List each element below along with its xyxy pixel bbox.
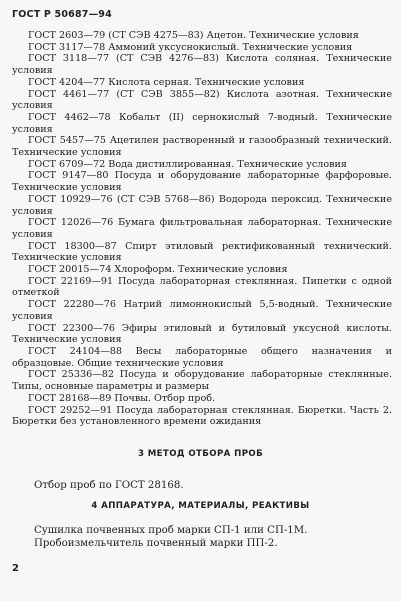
reference-item: ГОСТ 22280—76 Натрий лимоннокислый 5,5-водный. Технические условия (12, 299, 392, 322)
section-4-body (34, 524, 392, 550)
reference-item: ГОСТ 10929—76 (СТ СЭВ 5768—86) Водорода пероксид. Технические условия (12, 193, 392, 217)
reference-item: ГОСТ 4461—77 (СТ СЭВ 3855—82) Кислота азотная. Технические условия (12, 88, 392, 112)
reference-item: ГОСТ 22169—91 Посуда лабораторная стеклянная. Пипетки с одной отметкой (12, 275, 392, 299)
reference-item: ГОСТ 6709—72 Вода дистиллированная. Технические условия (28, 158, 347, 170)
reference-item: ГОСТ 22300—76 Эфиры этиловый и бутиловый уксусной кислоты. Технические условия (12, 322, 392, 346)
reference-item: ГОСТ 3117—78 Аммоний уксуснокислый. Технические условия (28, 41, 353, 53)
section-3-title: 3 МЕТОД ОТБОРА ПРОБ (137, 449, 264, 459)
reference-item: ГОСТ 25336—82 Посуда и оборудование лабораторные стеклянные. Типы, основные параметры и размеры (12, 369, 392, 393)
reference-item: ГОСТ 2603—79 (СТ СЭВ 4275—83) Ацетон. Технические условия (28, 30, 359, 41)
reference-item: ГОСТ 29252—91 Посуда лабораторная стеклянная. Бюретки. Часть 2. Бюретки без установленного времени ожидания (12, 404, 392, 428)
document-header: ГОСТ Р 50687—94 (12, 9, 112, 20)
reference-item: ГОСТ 20015—74 Хлороформ. Технические условия (28, 264, 288, 276)
section-3-text: Отбор проб по ГОСТ 28168. (34, 480, 184, 491)
reference-item: ГОСТ 9147—80 Посуда и оборудование лабораторные фарфоровые. Технические условия (12, 170, 392, 194)
section-4-title: 4 АППАРАТУРА, МАТЕРИАЛЫ, РЕАКТИВЫ (91, 501, 310, 511)
reference-item: ГОСТ 3118—77 (СТ СЭВ 4276—83) Кислота соляная. Технические условия (12, 53, 392, 77)
page-number: 2 (12, 563, 19, 574)
reference-item: ГОСТ 28168—89 Почвы. Отбор проб. (28, 392, 216, 404)
reference-item: ГОСТ 4204—77 Кислота серная. Технические условия (28, 76, 305, 88)
normative-references-list (12, 30, 392, 428)
section-4-line: Пробоизмельчитель почвенный марки ПП-2. (34, 538, 278, 549)
reference-item: ГОСТ 4462—78 Кобальт (II) сернокислый 7-водный. Технические условия (12, 111, 392, 135)
reference-item: ГОСТ 18300—87 Спирт этиловый ректификованный технический. Технические условия (12, 240, 392, 264)
reference-item: ГОСТ 5457—75 Ацетилен растворенный и газообразный технический. Технические условия (12, 135, 392, 159)
section-4-line: Сушилка почвенных проб марки СП-1 или СП-1М. (34, 525, 308, 536)
reference-item: ГОСТ 12026—76 Бумага фильтровальная лабораторная. Технические условия (12, 217, 392, 240)
reference-item: ГОСТ 24104—88 Весы лабораторные общего назначения и образцовые. Общие технические условия (12, 345, 392, 369)
